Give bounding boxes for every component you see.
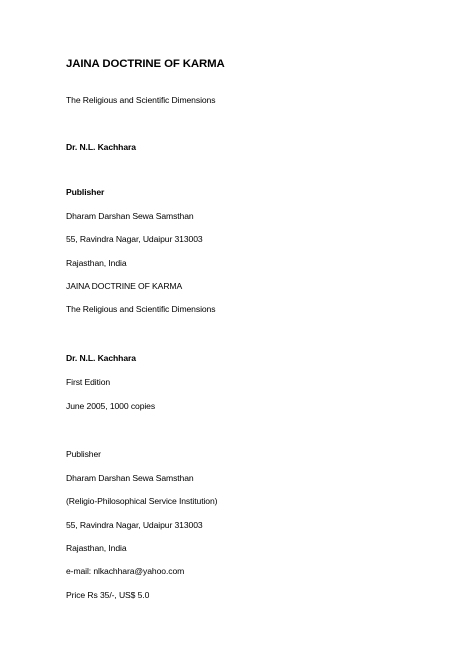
- publisher-address-line-2: Rajasthan, India: [66, 258, 127, 268]
- author-name: Dr. N.L. Kachhara: [66, 142, 136, 152]
- publisher-email: e-mail: nlkachhara@yahoo.com: [66, 566, 185, 576]
- document-subtitle: The Religious and Scientific Dimensions: [66, 95, 216, 105]
- document-title: JAINA DOCTRINE OF KARMA: [66, 58, 225, 70]
- publisher-description: (Religio-Philosophical Service Institution): [66, 496, 218, 506]
- publisher-name: Dharam Darshan Sewa Samsthan: [66, 211, 194, 221]
- repeated-author-name: Dr. N.L. Kachhara: [66, 353, 136, 363]
- publisher-address-line-2-second: Rajasthan, India: [66, 543, 127, 553]
- publisher-name-second: Dharam Darshan Sewa Samsthan: [66, 473, 194, 483]
- publisher-address-line-1: 55, Ravindra Nagar, Udaipur 313003: [66, 234, 203, 244]
- price-line: Price Rs 35/-, US$ 5.0: [66, 590, 150, 600]
- publisher-heading-second: Publisher: [66, 449, 101, 459]
- publisher-heading: Publisher: [66, 187, 105, 197]
- repeated-subtitle: The Religious and Scientific Dimensions: [66, 304, 216, 314]
- publisher-address-line-1-second: 55, Ravindra Nagar, Udaipur 313003: [66, 520, 203, 530]
- edition-label: First Edition: [66, 377, 111, 387]
- repeated-title: JAINA DOCTRINE OF KARMA: [66, 281, 183, 291]
- edition-date: June 2005, 1000 copies: [66, 401, 156, 411]
